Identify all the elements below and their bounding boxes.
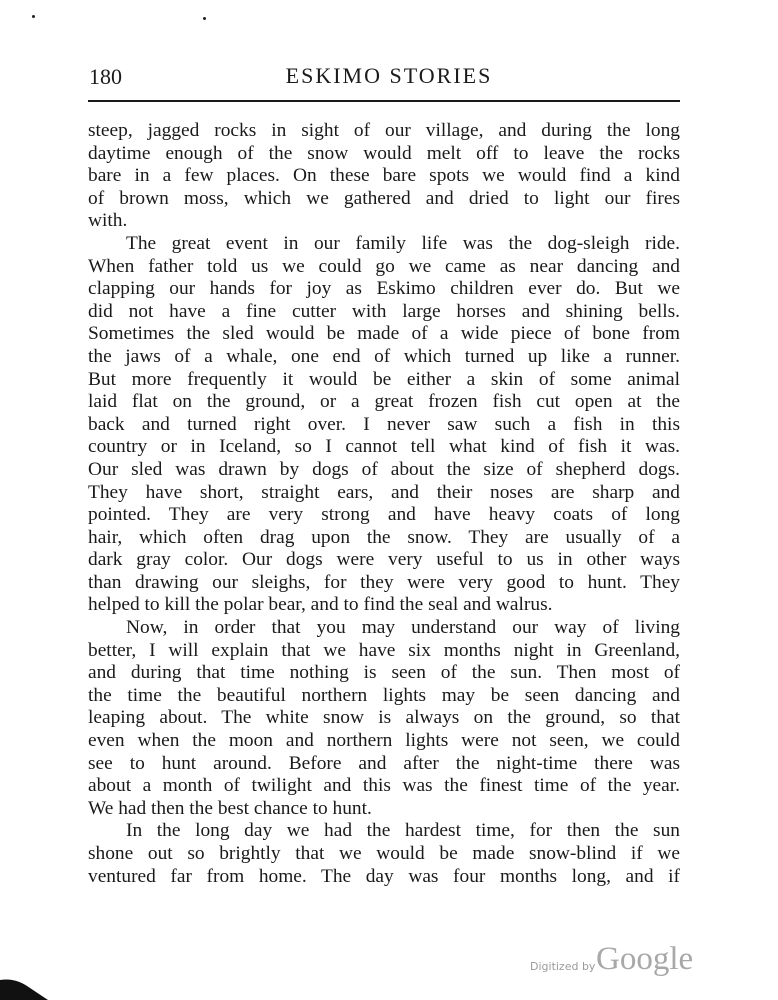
text-line: and during that time nothing is seen of the sun. Then most of [88, 662, 680, 684]
text-line: back and turned right over. I never saw such a fish in this [88, 413, 680, 435]
text-line: bare in a few places. On these bare spots we would find a kind [88, 165, 680, 187]
text-line: better, I will explain that we have six months night in Greenland, [88, 639, 680, 661]
scan-corner-mark [0, 976, 48, 1000]
ink-speck [32, 15, 35, 18]
text-line: than drawing our sleighs, for they were very good to hunt. They [88, 571, 680, 593]
text-line: Now, in order that you may understand our way of living [126, 617, 680, 639]
text-line: of brown moss, which we gathered and dried to light our fires [88, 187, 680, 209]
text-line: country or in Iceland, so I cannot tell what kind of fish it was. [88, 436, 680, 458]
watermark-brand: Google [596, 941, 694, 977]
text-line: leaping about. The white snow is always on the ground, so that [88, 707, 680, 729]
header-rule [88, 100, 680, 102]
ink-speck [203, 17, 206, 20]
text-line: steep, jagged rocks in sight of our village, and during the long [88, 120, 680, 141]
text-line: did not have a fine cutter with large horses and shining bells. [88, 300, 680, 322]
text-line: the time the beautiful northern lights may be seen dancing and [88, 684, 680, 706]
text-line: even when the moon and northern lights were not seen, we could [88, 730, 680, 752]
text-line: In the long day we had the hardest time, for then the sun [126, 820, 680, 842]
text-line: helped to kill the polar bear, and to find the seal and walrus. [88, 594, 553, 616]
text-line: dark gray color. Our dogs were very useful to us in other ways [88, 549, 680, 571]
text-line: the jaws of a whale, one end of which turned up like a runner. [88, 345, 680, 367]
text-line: The great event in our family life was the dog-sleigh ride. [126, 232, 680, 254]
watermark-prefix: Digitized by [530, 960, 596, 973]
text-line: When father told us we could go we came as near dancing and [88, 255, 680, 277]
digitized-watermark [530, 941, 700, 985]
text-line: But more frequently it would be either a skin of some animal [88, 368, 680, 390]
text-line: laid flat on the ground, or a great frozen fish cut open at the [88, 391, 680, 413]
text-line: We had then the best chance to hunt. [88, 797, 372, 819]
text-line: shone out so brightly that we would be made snow-blind if we [88, 843, 680, 864]
text-line: They have short, straight ears, and their noses are sharp and [88, 481, 680, 503]
text-line: with. [88, 210, 128, 232]
text-line: daytime enough of the snow would melt off to leave the rocks [88, 142, 680, 164]
page-number: 180 [89, 64, 122, 89]
text-line: ventured far from home. The day was four months long, and if [88, 865, 680, 887]
body-text [88, 120, 680, 888]
text-line: hair, which often drag upon the snow. They are usually of a [88, 526, 680, 548]
text-line: see to hunt around. Before and after the night-time there was [88, 752, 680, 774]
running-title: ESKIMO STORIES [285, 63, 493, 88]
text-line: Sometimes the sled would be made of a wide piece of bone from [88, 323, 680, 345]
text-line: about a month of twilight and this was the finest time of the year. [88, 775, 680, 797]
text-line: Our sled was drawn by dogs of about the size of shepherd dogs. [88, 458, 680, 480]
text-line: pointed. They are very strong and have heavy coats of long [88, 504, 680, 526]
text-line: clapping our hands for joy as Eskimo children ever do. But we [88, 278, 680, 300]
